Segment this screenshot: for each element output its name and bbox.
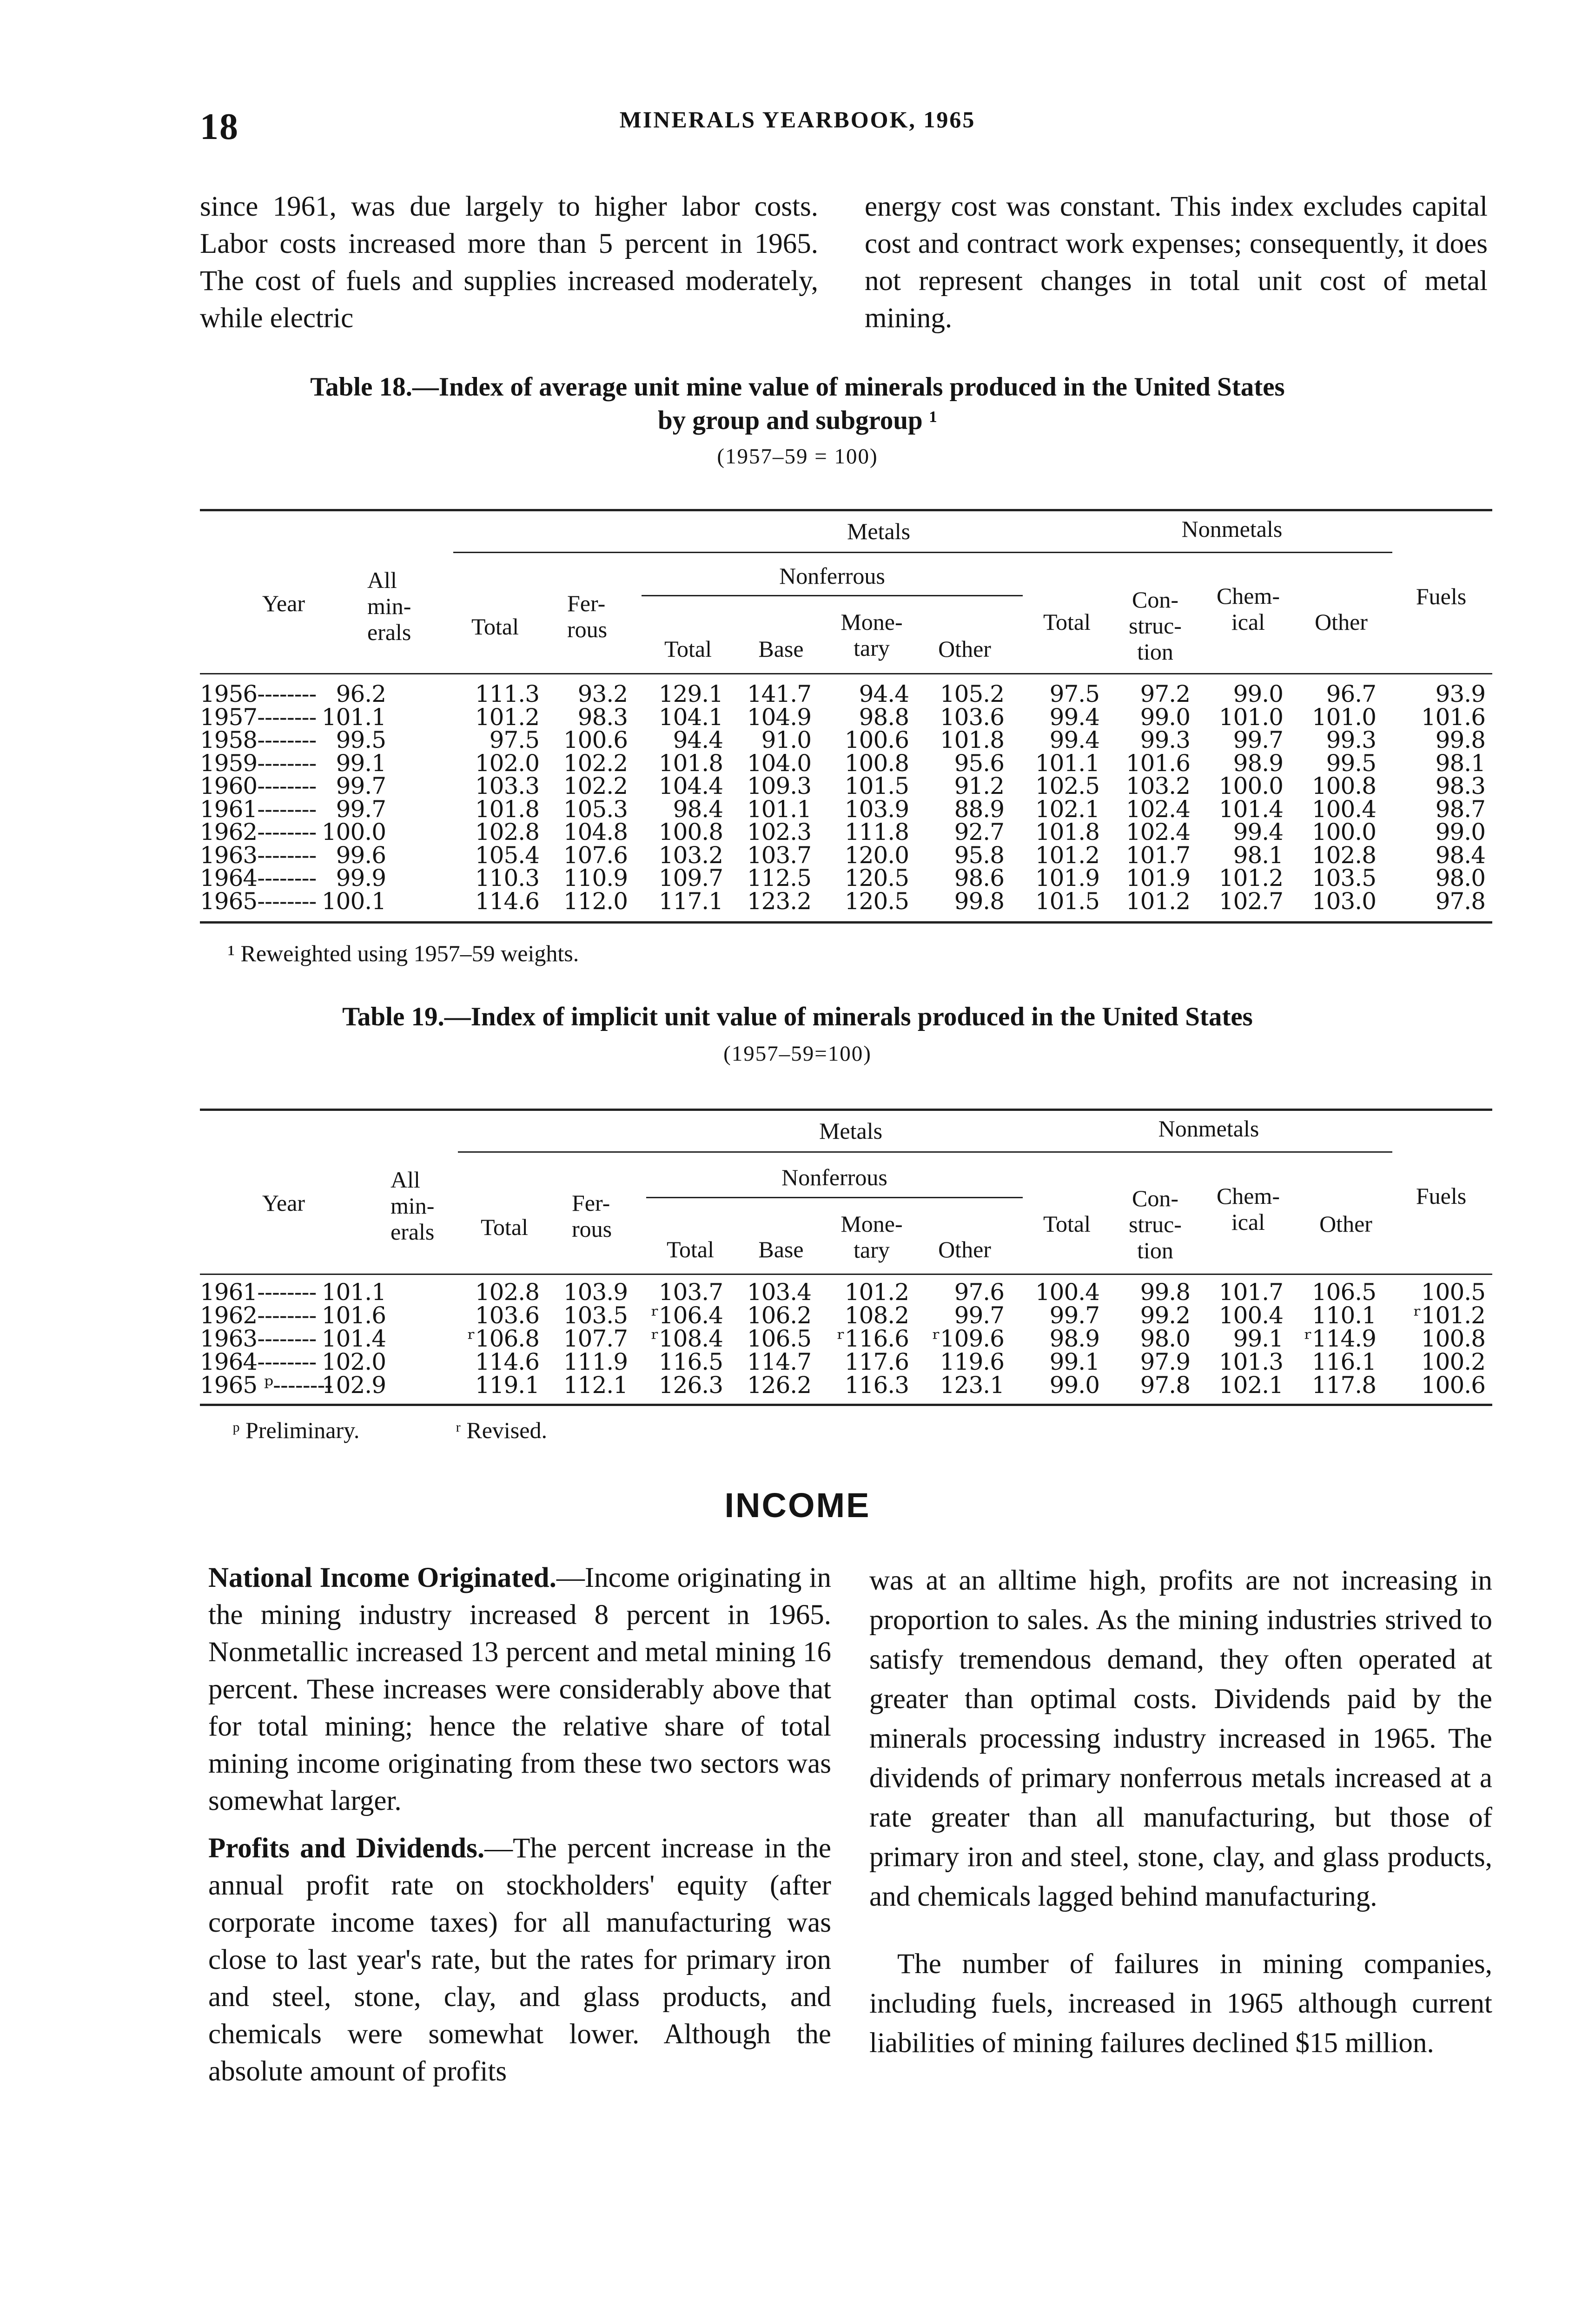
- cell-chemical: 100.0: [1218, 772, 1283, 799]
- table19-title: Table 19.—Index of implicit unit value of minerals produced in the United States: [342, 1002, 1253, 1031]
- table18-construction-header: Con- struc- tion: [1129, 587, 1182, 665]
- cell-chemical: 102.1: [1218, 1372, 1283, 1399]
- cell-nonferrous-total: ʳ108.4: [651, 1325, 723, 1352]
- cell-fuels: 98.0: [1435, 865, 1485, 891]
- cell-monetary: 117.6: [844, 1348, 909, 1375]
- table18-metals-total-header: Total: [471, 614, 519, 640]
- cell-metals-total: 97.5: [489, 726, 539, 753]
- row-year: 1961--------: [200, 1279, 317, 1306]
- cell-fuels: 93.9: [1435, 680, 1485, 707]
- table19-all-minerals-header: All min- erals: [390, 1167, 435, 1245]
- table19-metals-total-header: Total: [480, 1214, 529, 1240]
- cell-nonferrous-total: 103.2: [658, 841, 723, 869]
- cell-ferrous: 110.9: [563, 865, 628, 891]
- cell-nonmetals-other: 117.8: [1311, 1372, 1376, 1399]
- cell-nonmetals-other: 100.4: [1311, 795, 1376, 823]
- cell-nonferrous-other: 99.8: [954, 887, 1004, 915]
- cell-chemical: 99.7: [1233, 726, 1283, 753]
- cell-construction: 99.8: [1140, 1279, 1190, 1306]
- cell-construction: 101.2: [1125, 887, 1190, 915]
- cell-all-minerals: 101.1: [321, 703, 386, 731]
- cell-chemical: 101.4: [1218, 795, 1283, 823]
- cell-monetary: 100.8: [844, 749, 909, 777]
- cell-nonferrous-other: 95.6: [954, 749, 1004, 777]
- cell-metals-total: 102.8: [475, 1279, 539, 1306]
- lead-profits-dividends: Profits and Dividends.: [208, 1833, 485, 1864]
- cell-nonmetals-other: 101.0: [1311, 703, 1376, 731]
- table19-nonmetals-total-header: Total: [1043, 1211, 1091, 1237]
- cell-base: 103.4: [747, 1279, 811, 1306]
- dot-leader: --------: [257, 887, 317, 915]
- table18-group-rule: [453, 552, 1392, 553]
- top-text-left: [200, 188, 818, 337]
- cell-monetary: 108.2: [844, 1302, 909, 1329]
- top-right-paragraph: energy cost was constant. This index excludes capital cost and contract work expenses; consequently, it does not represent changes in total unit cost of metal mining.: [865, 191, 1488, 334]
- cell-metals-total: 114.6: [475, 887, 539, 915]
- row-year: 1965 ᵖ--------: [200, 1372, 332, 1399]
- cell-ferrous: 111.9: [563, 1348, 628, 1375]
- cell-nonferrous-other: 103.6: [940, 703, 1004, 731]
- cell-nonmetals-other: 116.1: [1311, 1348, 1376, 1375]
- cell-monetary: 101.5: [844, 772, 909, 799]
- table19-base-header: Base: [758, 1236, 804, 1262]
- cell-monetary: 111.8: [844, 819, 909, 845]
- table18-chemical-header: Chem- ical: [1216, 583, 1280, 635]
- table18-header-rule: [200, 673, 1492, 674]
- cell-metals-total: 110.3: [475, 865, 539, 891]
- cell-ferrous: 100.6: [563, 726, 628, 753]
- table19-nonmetals-other-header: Other: [1319, 1211, 1372, 1237]
- cell-fuels: 98.7: [1435, 795, 1485, 823]
- cell-construction: 97.9: [1140, 1348, 1190, 1375]
- cell-ferrous: 103.9: [563, 1279, 628, 1306]
- cell-nonmetals-total: 99.4: [1049, 703, 1099, 731]
- row-year: 1962--------: [200, 1302, 317, 1329]
- cell-chemical: 99.4: [1233, 819, 1283, 845]
- paragraph-profits-dividends: Profits and Dividends.—The percent increase in the annual profit rate on stockholders' equity (after corporate income taxes) for all manufacturing was close to last year's rate, but the rates for primary iron and steel, stone, clay, and glass products, and chemicals were somewhat lower. Although the absolute amount of profits: [208, 1833, 831, 2087]
- cell-fuels: 100.2: [1421, 1348, 1485, 1375]
- cell-construction: 99.0: [1140, 703, 1190, 731]
- cell-nonferrous-other: 98.6: [954, 865, 1004, 891]
- cell-chemical: 98.1: [1233, 841, 1283, 869]
- cell-nonmetals-other: 103.0: [1311, 887, 1376, 915]
- cell-fuels: 100.5: [1421, 1279, 1485, 1306]
- dot-leader: --------: [257, 1279, 317, 1306]
- cell-construction: 101.6: [1125, 749, 1190, 777]
- cell-metals-total: 101.8: [475, 795, 539, 823]
- cell-chemical: 99.0: [1233, 680, 1283, 707]
- cell-nonferrous-total: 100.8: [658, 819, 723, 845]
- row-year: 1965--------: [200, 887, 317, 915]
- paragraph-mining-failures: The number of failures in mining companies, including fuels, increased in 1965 although current liabilities of mining failures declined $15 million.: [869, 1948, 1492, 2059]
- table18-nonmetals-total-header: Total: [1043, 609, 1091, 635]
- cell-monetary: 120.0: [844, 841, 909, 869]
- row-year: 1962--------: [200, 819, 317, 845]
- cell-base: 114.7: [747, 1348, 811, 1375]
- cell-all-minerals: 101.6: [321, 1302, 386, 1329]
- cell-nonmetals-other: 100.0: [1311, 819, 1376, 845]
- row-year: 1956--------: [200, 680, 317, 707]
- table19-base: (1957–59=100): [723, 1042, 872, 1066]
- cell-nonmetals-total: 101.1: [1035, 749, 1099, 777]
- table18-ferrous-header: Fer- rous: [567, 590, 608, 642]
- row-year: 1964--------: [200, 1348, 317, 1375]
- cell-metals-total: 102.8: [475, 819, 539, 845]
- cell-nonmetals-other: 103.5: [1311, 865, 1376, 891]
- table18-fuels-header: Fuels: [1416, 583, 1467, 609]
- cell-nonferrous-other: 99.7: [954, 1302, 1004, 1329]
- table18-base-header: Base: [758, 636, 804, 662]
- table19-construction-header: Con- struc- tion: [1129, 1185, 1182, 1263]
- dot-leader: --------: [257, 1348, 317, 1375]
- dot-leader: --------: [257, 772, 317, 799]
- cell-nonmetals-total: 99.4: [1049, 726, 1099, 753]
- row-year: 1963--------: [200, 841, 317, 869]
- table18-nonferrous-total-header: Total: [664, 636, 712, 662]
- dot-leader: --------: [273, 1372, 332, 1399]
- cell-all-minerals: 96.2: [336, 680, 386, 707]
- top-text-right: [865, 188, 1488, 337]
- table19-metals-header: Metals: [819, 1118, 883, 1144]
- table18-nonferrous-other-header: Other: [938, 636, 991, 662]
- cell-monetary: 103.9: [844, 795, 909, 823]
- cell-base: 112.5: [747, 865, 811, 891]
- row-year: 1957--------: [200, 703, 317, 731]
- table18-nonmetals-other-header: Other: [1315, 609, 1368, 635]
- cell-fuels: 101.6: [1421, 703, 1485, 731]
- table18-year-header: Year: [262, 590, 305, 616]
- table19-nonmetals-header: Nonmetals: [1158, 1116, 1259, 1142]
- cell-all-minerals: 99.7: [336, 772, 386, 799]
- cell-all-minerals: 100.0: [321, 819, 386, 845]
- cell-construction: 102.4: [1125, 795, 1190, 823]
- cell-base: 102.3: [747, 819, 811, 845]
- table18-base: (1957–59 = 100): [717, 444, 878, 469]
- table18-title-line1: Table 18.—Index of average unit mine value of minerals produced in the United States: [310, 372, 1285, 402]
- cell-all-minerals: 100.1: [321, 887, 386, 915]
- table19-chemical-header: Chem- ical: [1216, 1183, 1280, 1235]
- paragraph-profits-continued: was at an alltime high, profits are not increasing in proportion to sales. As the mining industries strived to satisfy tremendous demand, they often operated at greater than optimal costs. Dividends paid by the minerals processing industry increased in 1965. The dividends of primary nonferrous metals increased at a rate greater than all manufacturing, but those of primary iron and steel, stone, clay, and glass products, and chemicals lagged behind manufacturing.: [869, 1565, 1492, 1912]
- cell-nonferrous-other: 119.6: [940, 1348, 1004, 1375]
- cell-monetary: ʳ116.6: [837, 1325, 909, 1352]
- cell-nonmetals-total: 99.7: [1049, 1302, 1099, 1329]
- cell-metals-total: 101.2: [475, 703, 539, 731]
- cell-ferrous: 105.3: [563, 795, 628, 823]
- table18-nonferrous-rule: [642, 595, 1023, 596]
- cell-nonmetals-total: 98.9: [1049, 1325, 1099, 1352]
- cell-nonmetals-other: 100.8: [1311, 772, 1376, 799]
- cell-nonmetals-total: 101.9: [1035, 865, 1099, 891]
- cell-chemical: 101.3: [1218, 1348, 1283, 1375]
- table19-ferrous-header: Fer- rous: [572, 1190, 612, 1242]
- cell-base: 106.5: [747, 1325, 811, 1352]
- cell-chemical: 101.2: [1218, 865, 1283, 891]
- cell-nonferrous-total: 103.7: [658, 1279, 723, 1306]
- cell-fuels: 98.4: [1435, 841, 1485, 869]
- cell-monetary: 100.6: [844, 726, 909, 753]
- cell-ferrous: 107.6: [563, 841, 628, 869]
- cell-construction: 103.2: [1125, 772, 1190, 799]
- cell-monetary: 116.3: [844, 1372, 909, 1399]
- cell-nonferrous-total: 101.8: [658, 749, 723, 777]
- running-title: MINERALS YEARBOOK, 1965: [619, 106, 976, 132]
- cell-ferrous: 107.7: [563, 1325, 628, 1352]
- cell-nonferrous-other: 105.2: [940, 680, 1004, 707]
- cell-fuels: 98.3: [1435, 772, 1485, 799]
- row-year: 1958--------: [200, 726, 317, 753]
- cell-nonferrous-other: 88.9: [954, 795, 1004, 823]
- dot-leader: --------: [257, 726, 317, 753]
- cell-metals-total: 103.3: [475, 772, 539, 799]
- cell-all-minerals: 99.5: [336, 726, 386, 753]
- dot-leader: --------: [257, 865, 317, 891]
- table18-metals-header: Metals: [847, 518, 911, 544]
- cell-nonferrous-total: 104.1: [658, 703, 723, 731]
- table19-nonferrous-header: Nonferrous: [781, 1164, 887, 1190]
- row-year: 1959--------: [200, 749, 317, 777]
- cell-nonmetals-other: ʳ114.9: [1304, 1325, 1376, 1352]
- cell-nonmetals-total: 100.4: [1035, 1279, 1099, 1306]
- table18-footnote: ¹ Reweighted using 1957–59 weights.: [228, 940, 579, 966]
- cell-ferrous: 98.3: [577, 703, 628, 731]
- cell-base: 101.1: [747, 795, 811, 823]
- cell-chemical: 99.1: [1233, 1325, 1283, 1352]
- cell-metals-total: 102.0: [475, 749, 539, 777]
- cell-nonmetals-other: 110.1: [1311, 1302, 1376, 1329]
- cell-fuels: 99.8: [1435, 726, 1485, 753]
- cell-nonferrous-other: 91.2: [954, 772, 1004, 799]
- cell-construction: 102.4: [1125, 819, 1190, 845]
- dot-leader: --------: [257, 703, 317, 731]
- cell-ferrous: 102.2: [563, 749, 628, 777]
- cell-nonmetals-total: 102.1: [1035, 795, 1099, 823]
- cell-all-minerals: 101.4: [321, 1325, 386, 1352]
- cell-base: 126.2: [747, 1372, 811, 1399]
- cell-base: 106.2: [747, 1302, 811, 1329]
- table19-fuels-header: Fuels: [1416, 1183, 1467, 1209]
- cell-construction: 97.2: [1140, 680, 1190, 707]
- table18-monetary-header: Mone- tary: [841, 609, 903, 661]
- cell-metals-total: 103.6: [475, 1302, 539, 1329]
- table18-top-rule: [200, 509, 1492, 511]
- cell-all-minerals: 99.7: [336, 795, 386, 823]
- cell-construction: 101.9: [1125, 865, 1190, 891]
- cell-monetary: 98.8: [859, 703, 909, 731]
- table18-nonferrous-header: Nonferrous: [779, 563, 885, 589]
- cell-construction: 101.7: [1125, 841, 1190, 869]
- cell-base: 104.9: [747, 703, 811, 731]
- cell-nonmetals-other: 99.5: [1326, 749, 1376, 777]
- table19-bottom-rule: [200, 1404, 1492, 1406]
- cell-ferrous: 104.8: [563, 819, 628, 845]
- cell-ferrous: 93.2: [577, 680, 628, 707]
- cell-construction: 99.3: [1140, 726, 1190, 753]
- table19-nonferrous-other-header: Other: [938, 1236, 991, 1262]
- income-right-column: [869, 1561, 1492, 2063]
- table19-nonferrous-rule: [646, 1197, 1023, 1198]
- table19-monetary-header: Mone- tary: [841, 1211, 903, 1263]
- cell-nonferrous-other: 95.8: [954, 841, 1004, 869]
- dot-leader: --------: [257, 1325, 317, 1352]
- cell-nonmetals-total: 101.5: [1035, 887, 1099, 915]
- cell-monetary: 101.2: [844, 1279, 909, 1306]
- cell-nonferrous-other: 101.8: [940, 726, 1004, 753]
- cell-base: 103.7: [747, 841, 811, 869]
- cell-nonferrous-other: 92.7: [954, 819, 1004, 845]
- cell-ferrous: 102.2: [563, 772, 628, 799]
- cell-nonferrous-other: 97.6: [954, 1279, 1004, 1306]
- income-left-column: [208, 1559, 831, 2090]
- cell-nonmetals-other: 99.3: [1326, 726, 1376, 753]
- cell-base: 123.2: [747, 887, 811, 915]
- cell-base: 104.0: [747, 749, 811, 777]
- table19-header-rule: [200, 1274, 1492, 1275]
- row-year: 1963--------: [200, 1325, 317, 1352]
- table19-footnote-revised: ʳ Revised.: [456, 1417, 547, 1443]
- table19-year-header: Year: [262, 1190, 305, 1216]
- cell-nonmetals-total: 99.0: [1049, 1372, 1099, 1399]
- table19-footnote-preliminary: ᵖ Preliminary.: [232, 1417, 360, 1443]
- cell-all-minerals: 102.0: [321, 1348, 386, 1375]
- cell-base: 91.0: [761, 726, 811, 753]
- row-year: 1961--------: [200, 795, 317, 823]
- cell-chemical: 101.0: [1218, 703, 1283, 731]
- table19-group-rule: [458, 1151, 1392, 1153]
- cell-monetary: 120.5: [844, 865, 909, 891]
- cell-nonferrous-other: ʳ109.6: [932, 1325, 1004, 1352]
- cell-metals-total: 114.6: [475, 1348, 539, 1375]
- cell-metals-total: 111.3: [475, 680, 539, 707]
- cell-base: 109.3: [747, 772, 811, 799]
- table18-title-line2: by group and subgroup ¹: [657, 406, 938, 435]
- cell-metals-total: ʳ106.8: [467, 1325, 539, 1352]
- cell-nonferrous-total: 109.7: [658, 865, 723, 891]
- dot-leader: --------: [257, 841, 317, 869]
- table18-bottom-rule: [200, 921, 1492, 924]
- cell-all-minerals: 99.1: [336, 749, 386, 777]
- cell-fuels: 99.0: [1435, 819, 1485, 845]
- section-heading-income: INCOME: [724, 1486, 871, 1525]
- paragraph-national-income: National Income Originated.—Income originating in the mining industry increased 8 percent in 1965. Nonmetallic increased 13 percent and metal mining 16 percent. These increases were considerably above that for total mining; hence the relative share of total mining income originating from these two sectors was somewhat larger.: [208, 1562, 831, 1816]
- dot-leader: --------: [257, 795, 317, 823]
- cell-chemical: 102.7: [1218, 887, 1283, 915]
- cell-metals-total: 105.4: [475, 841, 539, 869]
- table18-all-minerals-header: All min- erals: [367, 567, 411, 645]
- cell-ferrous: 112.0: [563, 887, 628, 915]
- cell-nonferrous-total: 98.4: [673, 795, 723, 823]
- cell-monetary: 120.5: [844, 887, 909, 915]
- cell-nonferrous-total: 126.3: [658, 1372, 723, 1399]
- cell-ferrous: 103.5: [563, 1302, 628, 1329]
- cell-nonmetals-total: 101.2: [1035, 841, 1099, 869]
- cell-chemical: 98.9: [1233, 749, 1283, 777]
- cell-nonmetals-other: 102.8: [1311, 841, 1376, 869]
- cell-nonmetals-other: 106.5: [1311, 1279, 1376, 1306]
- row-year: 1964--------: [200, 865, 317, 891]
- cell-fuels: ʳ101.2: [1413, 1302, 1485, 1329]
- dot-leader: --------: [257, 749, 317, 777]
- cell-construction: 98.0: [1140, 1325, 1190, 1352]
- cell-nonmetals-other: 96.7: [1326, 680, 1376, 707]
- dot-leader: --------: [257, 680, 317, 707]
- cell-all-minerals: 99.9: [336, 865, 386, 891]
- top-left-paragraph: since 1961, was due largely to higher labor costs. Labor costs increased more than 5 percent in 1965. The cost of fuels and supplies increased moderately, while electric: [200, 191, 818, 334]
- cell-nonmetals-total: 102.5: [1035, 772, 1099, 799]
- cell-nonferrous-total: 104.4: [658, 772, 723, 799]
- cell-construction: 99.2: [1140, 1302, 1190, 1329]
- cell-nonferrous-total: 116.5: [658, 1348, 723, 1375]
- page-number: 18: [200, 106, 239, 147]
- cell-nonferrous-total: ʳ106.4: [651, 1302, 723, 1329]
- cell-base: 141.7: [747, 680, 811, 707]
- table18-nonmetals-header: Nonmetals: [1181, 516, 1283, 542]
- cell-fuels: 100.6: [1421, 1372, 1485, 1399]
- cell-metals-total: 119.1: [475, 1372, 539, 1399]
- cell-nonferrous-total: 94.4: [673, 726, 723, 753]
- cell-nonferrous-other: 123.1: [940, 1372, 1004, 1399]
- cell-ferrous: 112.1: [563, 1372, 628, 1399]
- cell-chemical: 100.4: [1218, 1302, 1283, 1329]
- cell-construction: 97.8: [1140, 1372, 1190, 1399]
- dot-leader: --------: [257, 1302, 317, 1329]
- cell-all-minerals: 99.6: [336, 841, 386, 869]
- table19-top-rule: [200, 1109, 1492, 1111]
- row-year: 1960--------: [200, 772, 317, 799]
- cell-nonmetals-total: 97.5: [1049, 680, 1099, 707]
- cell-nonmetals-total: 99.1: [1049, 1348, 1099, 1375]
- table19-nonferrous-total-header: Total: [666, 1236, 715, 1262]
- cell-nonferrous-total: 129.1: [658, 680, 723, 707]
- lead-national-income: National Income Originated.: [208, 1562, 556, 1593]
- cell-monetary: 94.4: [859, 680, 909, 707]
- cell-fuels: 97.8: [1435, 887, 1485, 915]
- cell-all-minerals: 101.1: [321, 1279, 386, 1306]
- cell-nonmetals-total: 101.8: [1035, 819, 1099, 845]
- cell-fuels: 98.1: [1435, 749, 1485, 777]
- cell-fuels: 100.8: [1421, 1325, 1485, 1352]
- cell-chemical: 101.7: [1218, 1279, 1283, 1306]
- cell-all-minerals: 102.9: [321, 1372, 386, 1399]
- cell-nonferrous-total: 117.1: [658, 887, 723, 915]
- dot-leader: --------: [257, 819, 317, 845]
